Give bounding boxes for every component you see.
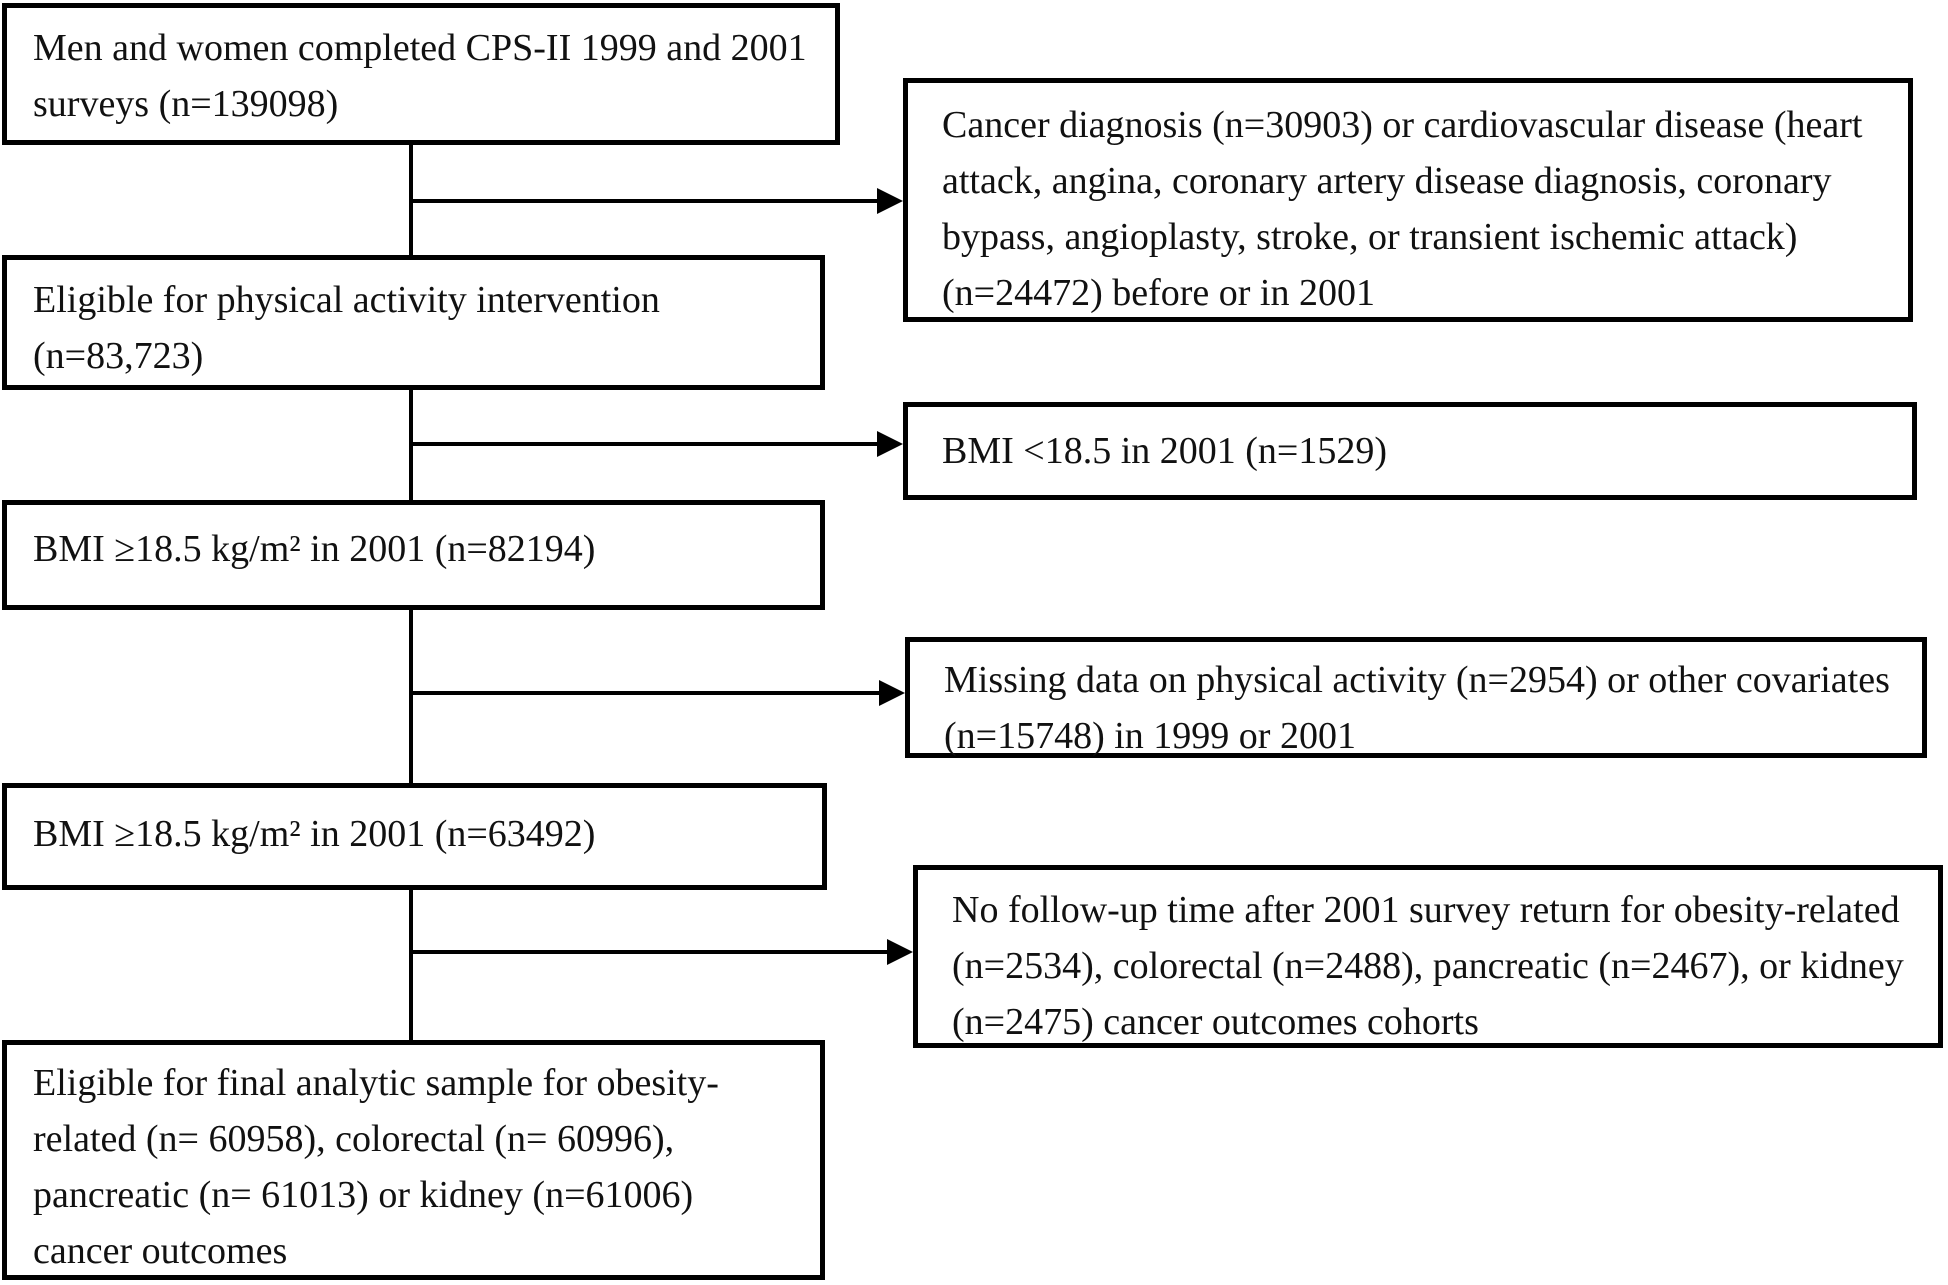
exclusion-box-missing-data (905, 637, 1927, 758)
text-line: Cancer diagnosis (n=30903) or cardiovascular disease (heart (942, 104, 1863, 146)
text-line: bypass, angioplasty, stroke, or transient ischemic attack) (942, 216, 1798, 258)
text-line: (n=15748) in 1999 or 2001 (944, 715, 1356, 757)
text-line: (n=83,723) (33, 335, 204, 377)
text-line: BMI <18.5 in 2001 (n=1529) (942, 430, 1388, 472)
connector-line-4 (409, 890, 413, 1040)
text-line: Eligible for final analytic sample for obesity- (33, 1062, 719, 1104)
text-line: attack, angina, coronary artery disease diagnosis, coronary (942, 160, 1832, 202)
text-line: (n=2534), colorectal (n=2488), pancreatic (n=2467), or kidney (952, 945, 1904, 987)
text-line: Missing data on physical activity (n=2954) or other covariates (944, 659, 1890, 701)
flow-box-bmi-82194 (2, 500, 825, 610)
flow-box-surveys-completed (2, 3, 840, 145)
exclusion-arrow-3 (411, 691, 879, 695)
text-line: BMI ≥18.5 kg/m² in 2001 (n=82194) (33, 528, 596, 570)
flow-box-final-analytic-sample (2, 1040, 825, 1280)
arrowhead-right-icon (877, 431, 903, 457)
connector-line-3 (409, 610, 413, 783)
text-line: pancreatic (n= 61013) or kidney (n=61006) (33, 1174, 694, 1216)
text-line: BMI ≥18.5 kg/m² in 2001 (n=63492) (33, 813, 596, 855)
text-line: (n=24472) before or in 2001 (942, 272, 1375, 314)
flow-box-bmi-63492 (2, 783, 827, 890)
exclusion-box-no-followup (913, 865, 1943, 1048)
flow-box-eligible-intervention (2, 255, 825, 390)
text-line: cancer outcomes (33, 1230, 288, 1272)
text-line: surveys (n=139098) (33, 83, 339, 125)
text-line: Men and women completed CPS-II 1999 and 2001 (33, 27, 807, 69)
text-line: Eligible for physical activity intervention (33, 279, 660, 321)
exclusion-arrow-1 (411, 199, 877, 203)
exclusion-box-low-bmi (903, 402, 1917, 500)
arrowhead-right-icon (879, 680, 905, 706)
exclusion-box-cancer-cvd (903, 78, 1913, 322)
exclusion-arrow-2 (411, 442, 877, 446)
text-line: related (n= 60958), colorectal (n= 60996), (33, 1118, 675, 1160)
text-line: No follow-up time after 2001 survey return for obesity-related (952, 889, 1900, 931)
text-line: (n=2475) cancer outcomes cohorts (952, 1001, 1479, 1043)
exclusion-arrow-4 (411, 950, 887, 954)
arrowhead-right-icon (877, 188, 903, 214)
arrowhead-right-icon (887, 939, 913, 965)
